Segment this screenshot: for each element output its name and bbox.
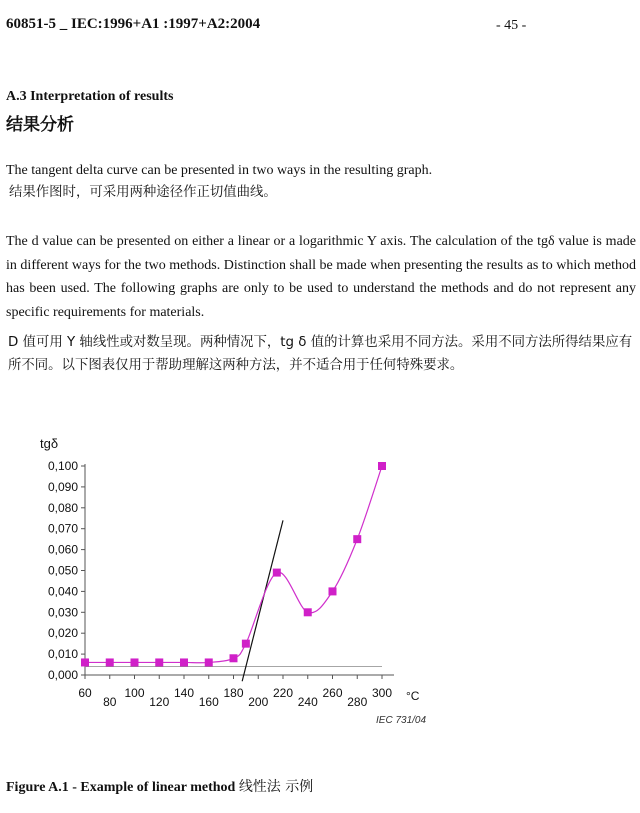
data-point <box>180 658 188 666</box>
x-tick-label: 200 <box>248 695 269 709</box>
x-tick-label: 180 <box>223 686 244 700</box>
x-tick-label: 280 <box>347 695 368 709</box>
data-point <box>81 658 89 666</box>
figure-caption-chinese: 线性法 示例 <box>238 779 314 795</box>
data-point <box>131 658 139 666</box>
page-number: - 45 - <box>496 18 527 33</box>
paragraph-2-chinese: D 值可用 Y 轴线性或对数呈现。两种情况下，tg δ 值的计算也采用不同方法。采用不同方法所得结果应有所不同。以下图表仅用于帮助理解这两种方法，并不适合用于任何特殊要求。 <box>8 335 633 373</box>
y-tick-label: 0,100 <box>47 459 78 473</box>
data-point <box>353 535 361 543</box>
x-tick-label: 220 <box>272 686 294 700</box>
x-tick-label: 80 <box>103 695 117 709</box>
data-point <box>242 640 250 648</box>
x-tick-label: 120 <box>149 695 170 709</box>
linear-method-chart <box>30 428 470 738</box>
y-tick-label: 0,050 <box>47 563 78 578</box>
y-axis-label: tgδ <box>40 436 59 451</box>
y-tick-label: 0,020 <box>47 626 78 641</box>
x-tick-label: 60 <box>78 686 92 700</box>
data-point <box>378 462 386 470</box>
data-point <box>106 658 114 666</box>
data-point <box>304 608 312 616</box>
y-tick-label: 0,010 <box>47 647 78 662</box>
x-axis-unit: °C <box>406 689 420 703</box>
x-tick-label: 240 <box>297 695 318 709</box>
paragraph-1: The tangent delta curve can be presented in two ways in the resulting graph. <box>6 163 433 178</box>
section-title-chinese: 结果分析 <box>6 115 74 135</box>
data-point <box>329 587 337 595</box>
section-title: A.3 Interpretation of results <box>6 89 174 104</box>
figure-caption-english: Figure A.1 - Example of linear method <box>6 780 236 795</box>
data-point <box>230 654 238 662</box>
data-series-line <box>85 466 382 663</box>
x-tick-label: 300 <box>371 686 393 700</box>
y-tick-label: 0,070 <box>47 521 78 536</box>
x-tick-label: 160 <box>198 695 219 709</box>
data-point <box>205 658 213 666</box>
x-tick-label: 100 <box>124 686 145 700</box>
x-tick-label: 140 <box>173 686 195 700</box>
data-point <box>273 569 281 577</box>
y-tick-label: 0,080 <box>47 500 78 515</box>
y-tick-label: 0,000 <box>47 668 78 682</box>
x-tick-label: 260 <box>322 686 343 700</box>
y-tick-label: 0,090 <box>47 479 78 494</box>
y-tick-label: 0,030 <box>47 605 78 620</box>
y-tick-label: 0,060 <box>47 542 78 557</box>
paragraph-2: The d value can be presented on either a linear or a logarithmic Y axis. The calculation of the tgδ value is made in different ways for the two methods. Distinction shall be made when presenting the results as to which method has been used. The following graphs are only to be used to understand the methods and do not represent any specific requirements for materials. <box>6 234 636 320</box>
y-tick-label: 0,040 <box>47 584 78 599</box>
figure-caption <box>6 776 313 796</box>
paragraph-1-chinese: 结果作图时，可采用两种途径作正切值曲线。 <box>9 185 277 200</box>
standard-reference: 60851-5 _ IEC:1996+A1 :1997+A2:2004 <box>6 16 261 32</box>
tangent-line <box>242 520 283 681</box>
figure-watermark: IEC 731/04 <box>376 715 427 726</box>
data-point <box>155 658 163 666</box>
